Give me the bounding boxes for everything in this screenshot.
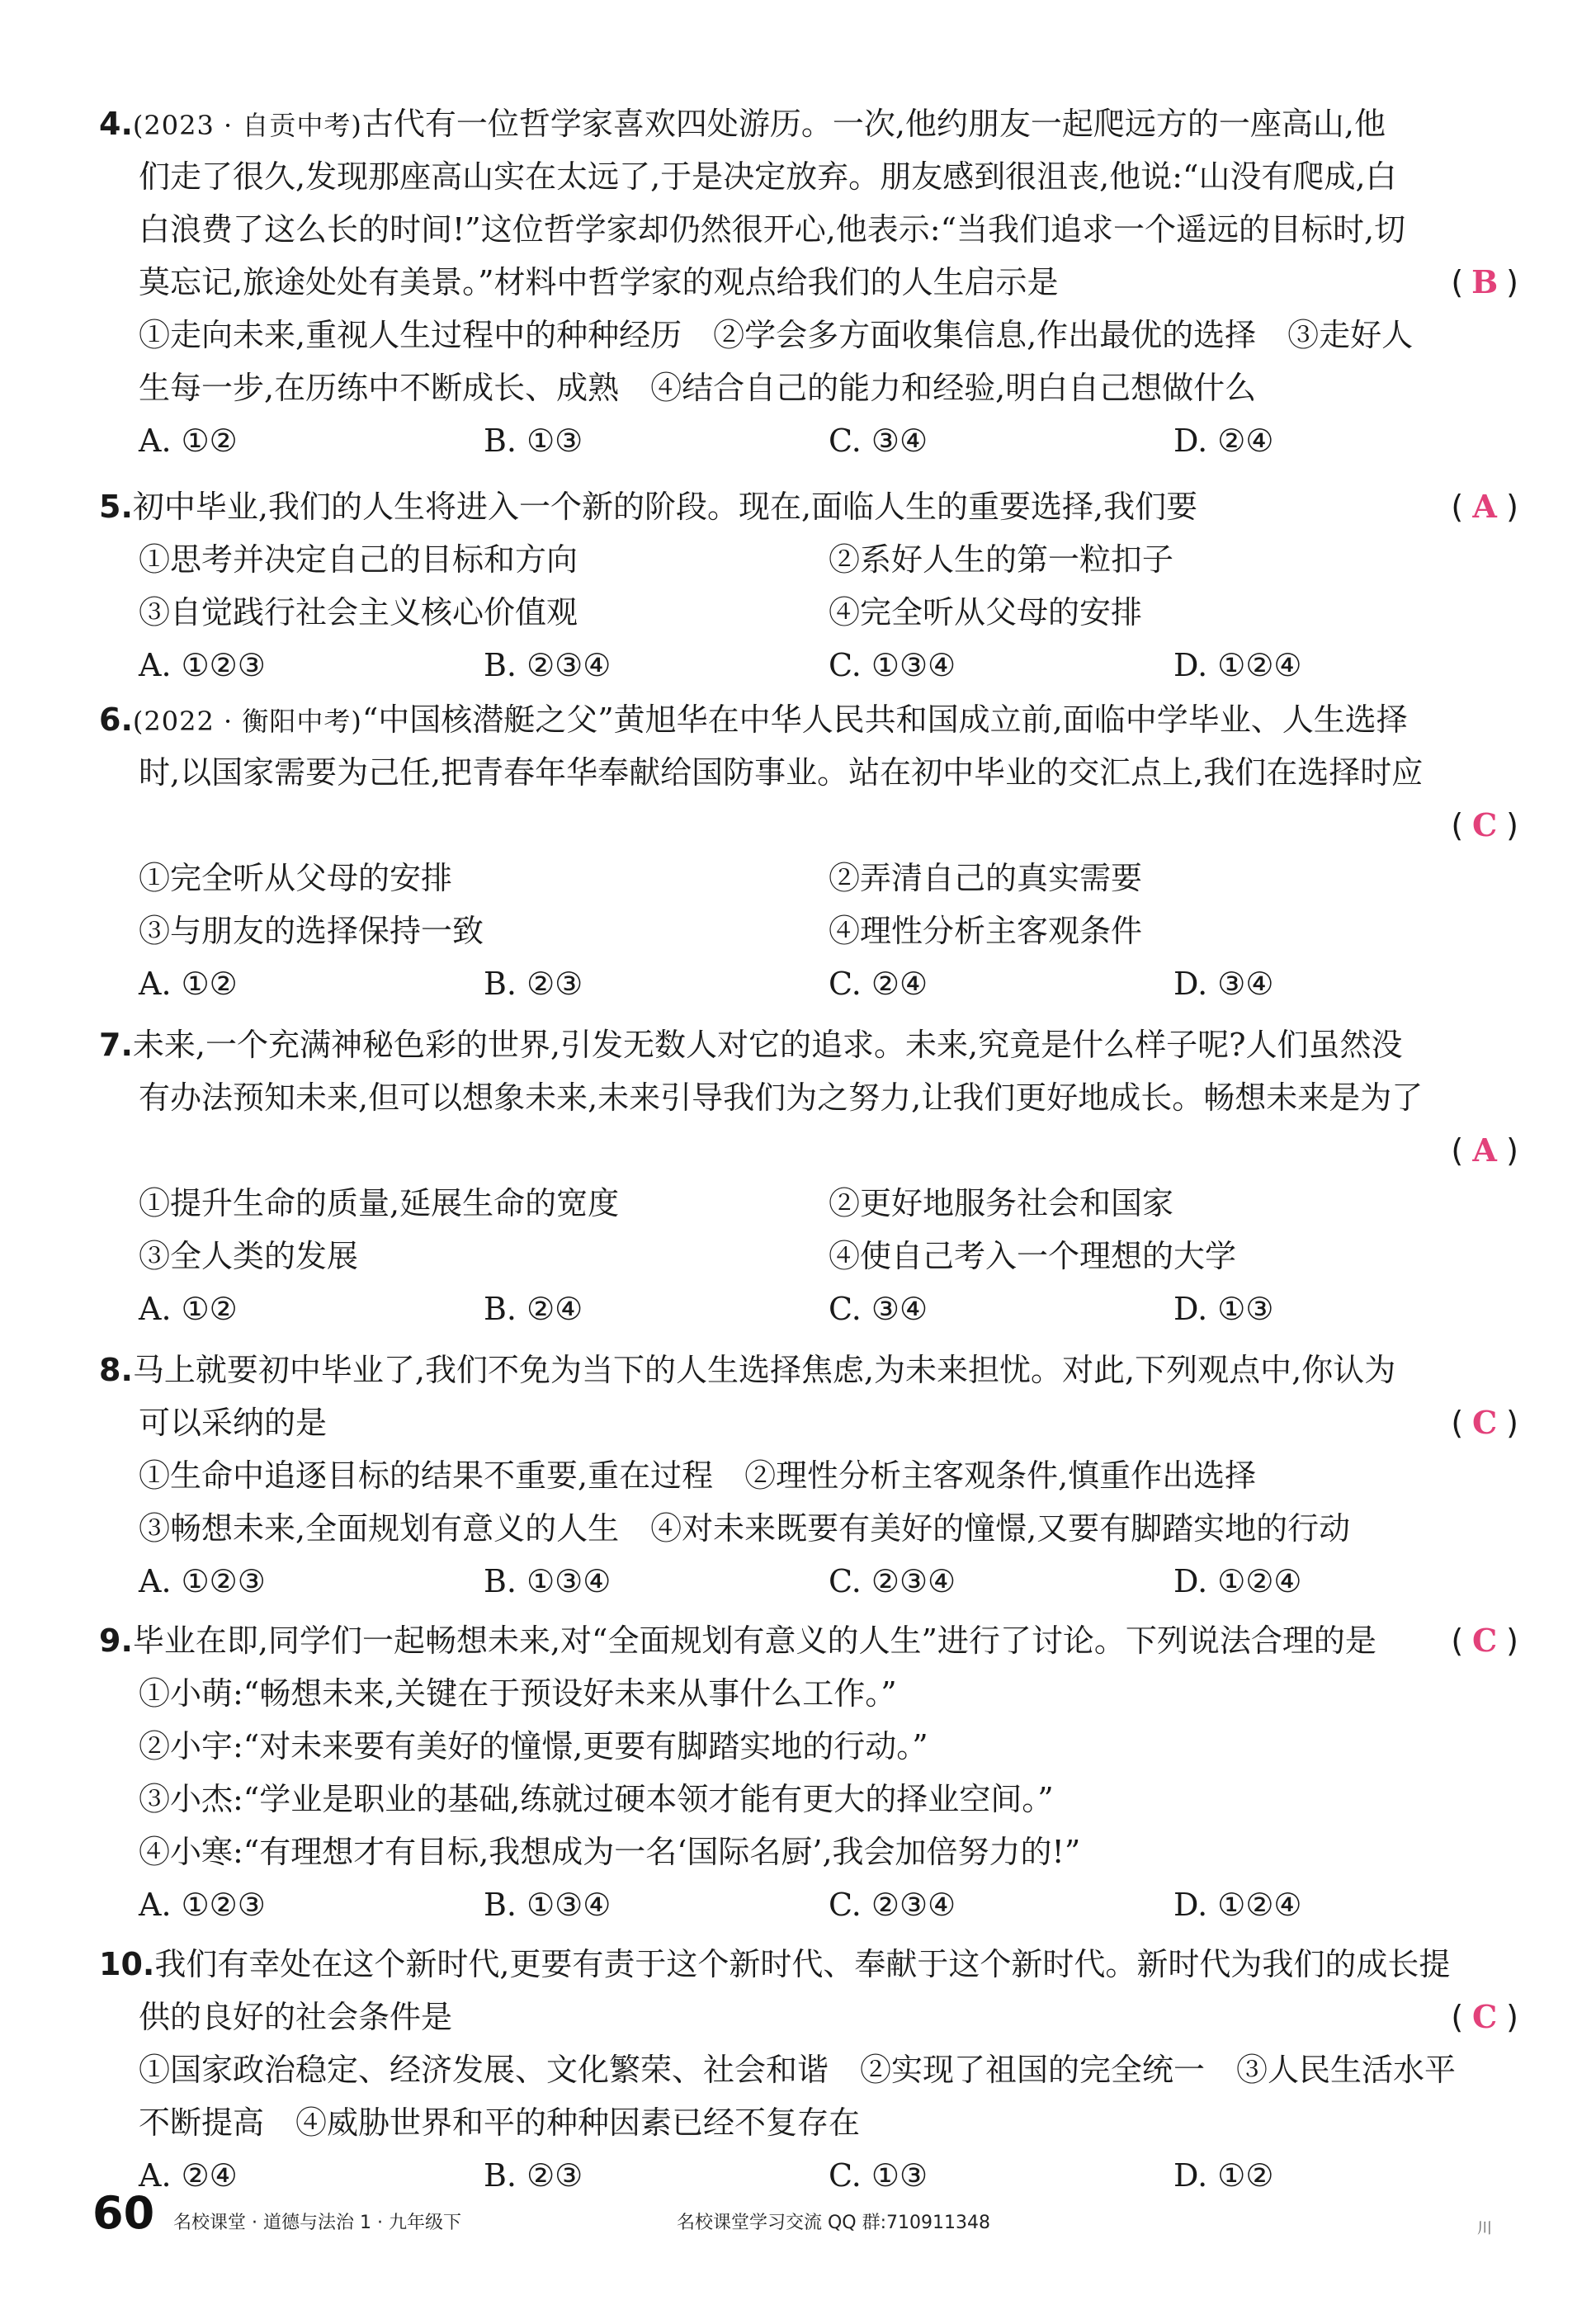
choice-b: B. ①③	[484, 423, 583, 459]
statement: ②小宇:“对未来要有美好的憧憬,更要有脚踏实地的行动。”	[139, 1728, 928, 1764]
stem-text: “中国核潜艇之父”黄旭华在中华人民共和国成立前,面临中学毕业、人生选择	[361, 701, 1408, 738]
question-number: 9.	[99, 1623, 133, 1659]
question-number: 6.	[99, 701, 133, 738]
statement: ③小杰:“学业是职业的基础,练就过硬本领才能有更大的择业空间。”	[139, 1781, 1054, 1817]
statement-row	[99, 533, 1518, 586]
stem-line: 白浪费了这么长的时间!”这位哲学家却仍然很开心,他表示:“当我们追求一个遥远的目标时,切	[139, 211, 1406, 248]
stem-line	[99, 1938, 1518, 1991]
stem-line: 时,以国家需要为己任,把青春年华奉献给国防事业。站在初中毕业的交汇点上,我们在选择时应	[139, 754, 1424, 791]
choice-d: D. ②④	[1173, 423, 1274, 459]
answer-letter: C	[1472, 806, 1498, 843]
choice-a: A. ①②③	[139, 1563, 266, 1599]
statement: ③畅想未来,全面规划有意义的人生 ④对未来既要有美好的憧憬,又要有脚踏实地的行动	[139, 1510, 1351, 1547]
statement: ①走向未来,重视人生过程中的种种经历 ②学会多方面收集信息,作出最优的选择 ③走好人	[139, 317, 1414, 353]
question-number: 10.	[99, 1946, 155, 1982]
question-4	[99, 97, 1518, 467]
statement: ③全人类的发展	[139, 1238, 359, 1274]
question-number: 8.	[99, 1352, 133, 1388]
choice-row	[99, 957, 1518, 1010]
choice-a: A. ①②	[139, 423, 238, 459]
stem-line	[99, 97, 1518, 150]
answer-bracket: ( A )	[1451, 480, 1518, 533]
choice-d: D. ①②④	[1173, 1563, 1302, 1599]
answer-letter: A	[1472, 1131, 1497, 1169]
choice-a: A. ①②	[139, 966, 238, 1002]
answer-letter: B	[1471, 263, 1499, 300]
choice-b: B. ①③④	[484, 1563, 611, 1599]
choice-d: D. ①②④	[1173, 647, 1302, 683]
choice-a: A. ②④	[139, 2157, 238, 2194]
stem-text: 供的良好的社会条件是	[139, 1999, 453, 2035]
statement-row	[99, 905, 1518, 957]
stem-line: 们走了很久,发现那座高山实在太远了,于是决定放弃。朋友感到很沮丧,他说:“山没有爬成,白	[139, 158, 1397, 195]
choice-b: B. ①③④	[484, 1887, 611, 1923]
answer-bracket: ( C )	[1451, 1396, 1518, 1449]
answer-bracket: ( C )	[1451, 799, 1518, 852]
question-source: (2022 · 衡阳中考)	[132, 706, 362, 737]
stem-text: 我们有幸处在这个新时代,更要有责于这个新时代、奉献于这个新时代。新时代为我们的成长提	[154, 1946, 1451, 1982]
choice-c: C. ②③④	[829, 1887, 956, 1923]
question-number: 5.	[99, 489, 133, 525]
choice-row	[99, 1555, 1518, 1608]
corner-mark: 川	[1477, 2220, 1492, 2237]
answer-line	[99, 1124, 1518, 1177]
stem-text: 马上就要初中毕业了,我们不免为当下的人生选择焦虑,为未来担忧。对此,下列观点中,你认为	[132, 1352, 1396, 1388]
book-title: 名校课堂 · 道德与法治 1 · 九年级下	[173, 2213, 461, 2233]
statement: ③自觉践行社会主义核心价值观	[139, 594, 578, 631]
stem-line	[99, 1396, 1518, 1449]
statement: ②系好人生的第一粒扣子	[829, 541, 1174, 578]
question-9	[99, 1614, 1518, 1931]
statement: ②弄清自己的真实需要	[829, 860, 1143, 896]
stem-text: 毕业在即,同学们一起畅想未来,对“全面规划有意义的人生”进行了讨论。下列说法合理的是	[132, 1623, 1376, 1659]
statement: ③与朋友的选择保持一致	[139, 913, 484, 949]
choice-c: C. ①③④	[829, 647, 956, 683]
statement: ④完全听从父母的安排	[829, 594, 1143, 631]
question-source: (2023 · 自贡中考)	[132, 110, 362, 141]
statement: ①生命中追逐目标的结果不重要,重在过程 ②理性分析主客观条件,慎重作出选择	[139, 1457, 1257, 1494]
statement: ①国家政治稳定、经济发展、文化繁荣、社会和谐 ②实现了祖国的完全统一 ③人民生活水平	[139, 2052, 1457, 2088]
choice-row	[99, 1878, 1518, 1931]
choice-row	[99, 639, 1518, 692]
choice-b: B. ②③④	[484, 647, 611, 683]
choice-row	[99, 414, 1518, 467]
stem-text: 古代有一位哲学家喜欢四处游历。一次,他约朋友一起爬远方的一座高山,他	[361, 106, 1386, 142]
choice-a: A. ①②③	[139, 1887, 266, 1923]
question-10	[99, 1938, 1518, 2202]
statement: ②更好地服务社会和国家	[829, 1185, 1174, 1221]
question-7	[99, 1018, 1518, 1335]
answer-letter: C	[1472, 1622, 1498, 1659]
choice-b: B. ②③	[484, 966, 583, 1002]
stem-line	[99, 693, 1518, 746]
question-8	[99, 1344, 1518, 1608]
statement: ①小萌:“畅想未来,关键在于预设好未来从事什么工作。”	[139, 1675, 897, 1712]
choice-b: B. ②④	[484, 1291, 583, 1327]
answer-bracket: ( C )	[1451, 1614, 1518, 1667]
choice-d: D. ③④	[1173, 966, 1274, 1002]
statement-row	[99, 1230, 1518, 1282]
answer-letter: C	[1472, 1404, 1498, 1441]
statement: ①思考并决定自己的目标和方向	[139, 541, 578, 578]
page-number: 60	[92, 2187, 155, 2239]
choice-d: D. ①②④	[1173, 1887, 1302, 1923]
question-number: 4.	[99, 106, 133, 142]
question-6	[99, 693, 1518, 1010]
statement-row	[99, 586, 1518, 639]
question-number: 7.	[99, 1027, 133, 1063]
question-5	[99, 480, 1518, 692]
answer-bracket: ( C )	[1451, 1991, 1518, 2043]
statement: ④使自己考入一个理想的大学	[829, 1238, 1237, 1274]
stem-line	[99, 1614, 1518, 1667]
answer-bracket: ( A )	[1451, 1124, 1518, 1177]
statement: ①完全听从父母的安排	[139, 860, 453, 896]
answer-letter: C	[1472, 1998, 1498, 2035]
choice-a: A. ①②③	[139, 647, 266, 683]
statement: ④理性分析主客观条件	[829, 913, 1143, 949]
choice-c: C. ②④	[829, 966, 928, 1002]
stem-line	[99, 1991, 1518, 2043]
answer-letter: A	[1472, 488, 1497, 525]
stem-line	[99, 480, 1518, 533]
stem-text: 莫忘记,旅途处处有美景。”材料中哲学家的观点给我们的人生启示是	[139, 264, 1059, 300]
statement-row	[99, 852, 1518, 905]
statement: 不断提高 ④威胁世界和平的种种因素已经不复存在	[139, 2104, 861, 2141]
stem-text: 可以采纳的是	[139, 1405, 328, 1441]
statement-row	[99, 1177, 1518, 1230]
choice-d: D. ①②	[1173, 2157, 1274, 2194]
stem-text: 未来,一个充满神秘色彩的世界,引发无数人对它的追求。未来,究竟是什么样子呢?人们虽然没	[132, 1027, 1403, 1063]
choice-d: D. ①③	[1173, 1291, 1274, 1327]
answer-bracket: ( B )	[1451, 256, 1518, 309]
stem-line: 有办法预知未来,但可以想象未来,未来引导我们为之努力,让我们更好地成长。畅想未来是为了	[139, 1079, 1424, 1116]
qq-group-note: 名校课堂学习交流 QQ 群:710911348	[677, 2213, 991, 2233]
statement: ④小寒:“有理想才有目标,我想成为一名‘国际名厨’,我会加倍努力的!”	[139, 1834, 1081, 1870]
choice-row	[99, 1282, 1518, 1335]
choice-a: A. ①②	[139, 1291, 238, 1327]
stem-line	[99, 256, 1518, 309]
choice-c: C. ②③④	[829, 1563, 956, 1599]
stem-text: 初中毕业,我们的人生将进入一个新的阶段。现在,面临人生的重要选择,我们要	[132, 489, 1198, 525]
page-footer	[0, 2187, 1596, 2253]
statement: ①提升生命的质量,延展生命的宽度	[139, 1185, 620, 1221]
statement: 生每一步,在历练中不断成长、成熟 ④结合自己的能力和经验,明白自己想做什么	[139, 370, 1257, 406]
choice-c: C. ③④	[829, 423, 928, 459]
stem-line	[99, 1018, 1518, 1071]
choice-c: C. ③④	[829, 1291, 928, 1327]
stem-line	[99, 1344, 1518, 1396]
choice-c: C. ①③	[829, 2157, 928, 2194]
choice-b: B. ②③	[484, 2157, 583, 2194]
answer-line	[99, 799, 1518, 852]
